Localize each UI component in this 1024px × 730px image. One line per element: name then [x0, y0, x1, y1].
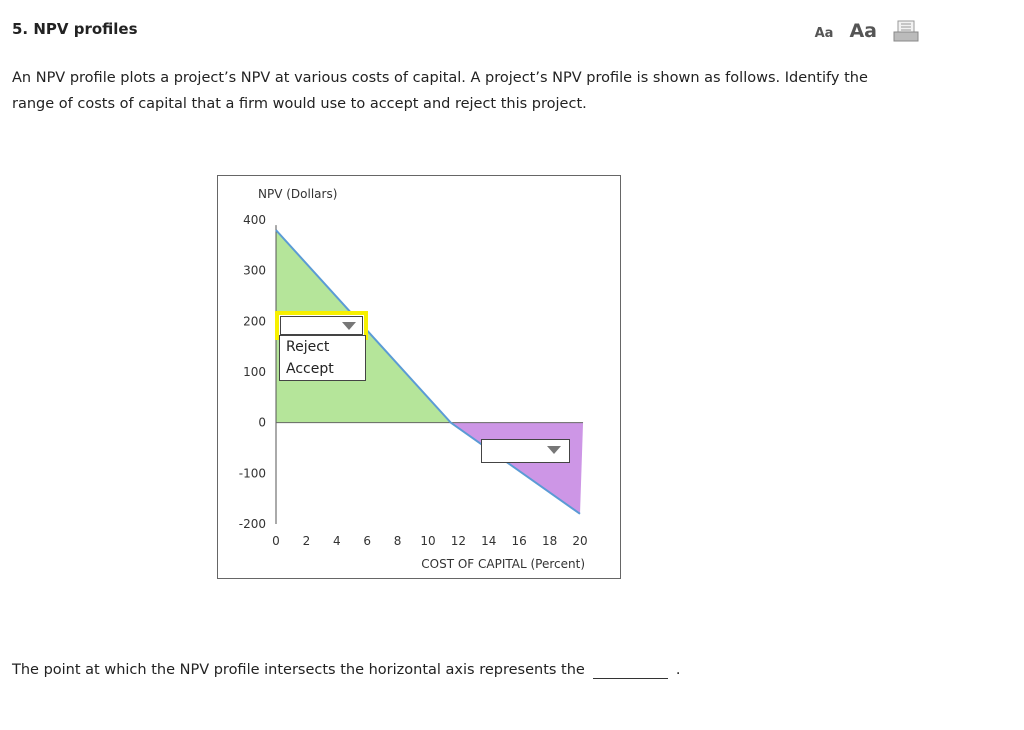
- x-tick-label: 20: [572, 534, 588, 548]
- y-tick-label: -100: [238, 466, 266, 481]
- y-axis-title: NPV (Dollars): [258, 187, 338, 201]
- y-tick-label: 400: [243, 213, 266, 227]
- question-intro: An NPV profile plots a project’s NPV at various costs of capital. A project’s NPV profile is shown as follows. Identify the range of costs of capital that a firm would use to accept and reject this project.: [12, 70, 868, 112]
- reject-region-dropdown[interactable]: [481, 439, 570, 463]
- y-tick-label: 200: [243, 314, 266, 329]
- x-tick-label: 0: [272, 534, 280, 548]
- x-tick-label: 8: [393, 534, 402, 548]
- x-tick-label: 18: [541, 534, 558, 548]
- bottom-question-text: The point at which the NPV profile intersects the horizontal axis represents the: [12, 662, 585, 678]
- y-tick-label: 0: [258, 415, 266, 430]
- x-tick-label: 16: [511, 534, 527, 548]
- font-size-small-button[interactable]: Aa: [814, 25, 834, 41]
- x-tick-label: 14: [481, 534, 497, 548]
- y-tick-label: 300: [243, 263, 266, 278]
- question-title: 5. NPV profiles: [12, 20, 138, 38]
- y-tick-label: 100: [243, 365, 266, 379]
- x-axis-title: COST OF CAPITAL (Percent): [421, 557, 585, 571]
- dropdown-option-reject[interactable]: Reject: [286, 339, 330, 355]
- x-tick-label: 2: [302, 534, 311, 548]
- dropdown-option-accept[interactable]: Accept: [286, 361, 334, 377]
- font-size-large-button[interactable]: Aa: [849, 20, 877, 42]
- x-tick-label: 10: [420, 534, 436, 548]
- y-tick-labels: [239, 213, 266, 531]
- text-tools: [815, 20, 919, 42]
- x-tick-labels: [272, 534, 587, 548]
- print-icon[interactable]: [893, 20, 919, 42]
- dropdown-arrow-icon: [547, 446, 561, 454]
- dropdown-arrow-icon: [342, 322, 356, 330]
- y-tick-label: -200: [238, 517, 266, 531]
- answer-blank[interactable]: [593, 664, 668, 679]
- dropdown-options-list: [279, 335, 366, 381]
- npv-profile-chart: [217, 175, 621, 579]
- x-tick-label: 6: [363, 534, 372, 548]
- x-tick-label: 4: [332, 534, 341, 548]
- bottom-question: [12, 662, 680, 679]
- bottom-period: .: [675, 662, 681, 678]
- x-tick-label: 12: [450, 534, 467, 548]
